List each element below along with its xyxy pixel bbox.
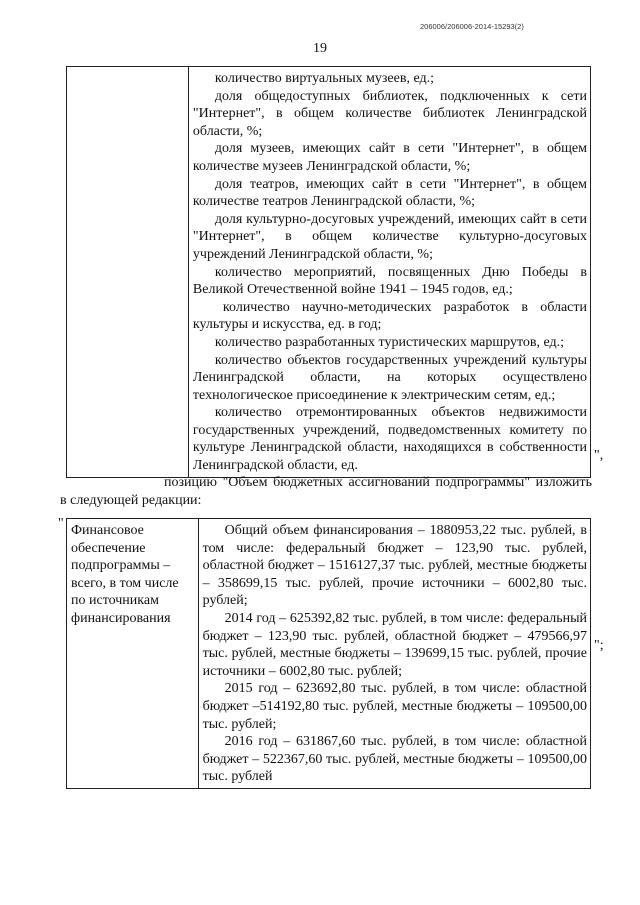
table2-opening-mark: ": [58, 516, 64, 531]
document-code: 206006/206006-2014-15293(2): [420, 22, 524, 31]
financing-paragraph: 2016 год – 631867,60 тыс. рублей, в том числе: областной бюджет – 522367,60 тыс. рублей, местные бюджеты – 109500,00 тыс. рублей: [202, 734, 587, 785]
indicator-paragraph: количество разработанных туристических маршрутов, ед.;: [214, 334, 565, 350]
indicator-paragraph: доля музеев, имеющих сайт в сети "Интернет", в общем количестве музеев Ленинградской области, %;: [192, 141, 587, 174]
indicator-paragraph: количество виртуальных музеев, ед.;: [214, 71, 434, 86]
table1-left-cell: [67, 67, 189, 478]
instruction-line-1: позицию "Объем бюджетных ассигнований подпрограммы" изложить: [164, 475, 592, 490]
financing-paragraph: 2015 год – 623692,80 тыс. рублей, в том числе: областной бюджет –514192,80 тыс. рублей, местные бюджеты – 109500,00 тыс. рублей;: [202, 681, 587, 732]
table1-closing-mark: ",: [594, 448, 604, 463]
indicator-paragraph: количество научно-методических разработок в области культуры и искусства, ед. в год;: [192, 299, 587, 333]
table2-left-cell: [67, 519, 199, 789]
indicator-paragraph: доля общедоступных библиотек, подключенных к сети "Интернет", в общем количестве библиотек Ленинградской области, %;: [192, 88, 587, 139]
indicator-paragraph: количество отремонтированных объектов недвижимости государственных учреждений, подведомственных комитету по культуре Ленинградской области, находящихся в собственности Ленинградской области, ед.: [192, 405, 587, 474]
indicator-paragraph: количество мероприятий, посвященных Дню Победы в Великой Отечественной войне 1941 – 1945 годов, ед.;: [192, 264, 587, 298]
table1-right-cell: [188, 67, 590, 478]
indicator-paragraph: доля театров, имеющих сайт в сети "Интернет", в общем количестве театров Ленинградской области, %;: [192, 176, 587, 210]
instruction-paragraph: [60, 474, 592, 509]
indicator-paragraph: доля культурно-досуговых учреждений, имеющих сайт в сети "Интернет", в общем количестве культурно-досуговых учреждений Ленинградской области, %;: [192, 211, 587, 262]
financing-label: Финансовое обеспечение подпрограммы – всего, в том числе по источникам финансирования: [71, 523, 179, 626]
table-row: [67, 67, 591, 478]
indicator-paragraph: количество объектов государственных учреждений культуры Ленинградской области, на которых осуществлено технологическое присоединение к электрическим сетям, ед.;: [192, 352, 587, 403]
financing-paragraph: 2014 год – 625392,82 тыс. рублей, в том числе: федеральный бюджет – 123,90 тыс. рублей, областной бюджет – 479566,97 тыс. рублей, местные бюджеты – 139699,15 тыс. рублей, прочие источники – 6002,80 тыс. рублей;: [202, 610, 587, 679]
table2-right-cell: [198, 519, 590, 789]
table2-closing-mark: ";: [594, 638, 604, 653]
financing-paragraph: Общий объем финансирования – 1880953,22 тыс. рублей, в том числе: федеральный бюджет – 123,90 тыс. рублей, областной бюджет – 1516127,37 тыс. рублей, местные бюджеты – 358699,15 тыс. рублей, прочие источники – 6002,80 тыс. рублей;: [202, 523, 587, 609]
indicators-table: [66, 66, 591, 478]
page-number: 19: [313, 41, 327, 56]
instruction-line-2: в следующей редакции:: [60, 492, 202, 508]
table-row: [67, 519, 591, 789]
financing-table: [66, 518, 591, 789]
